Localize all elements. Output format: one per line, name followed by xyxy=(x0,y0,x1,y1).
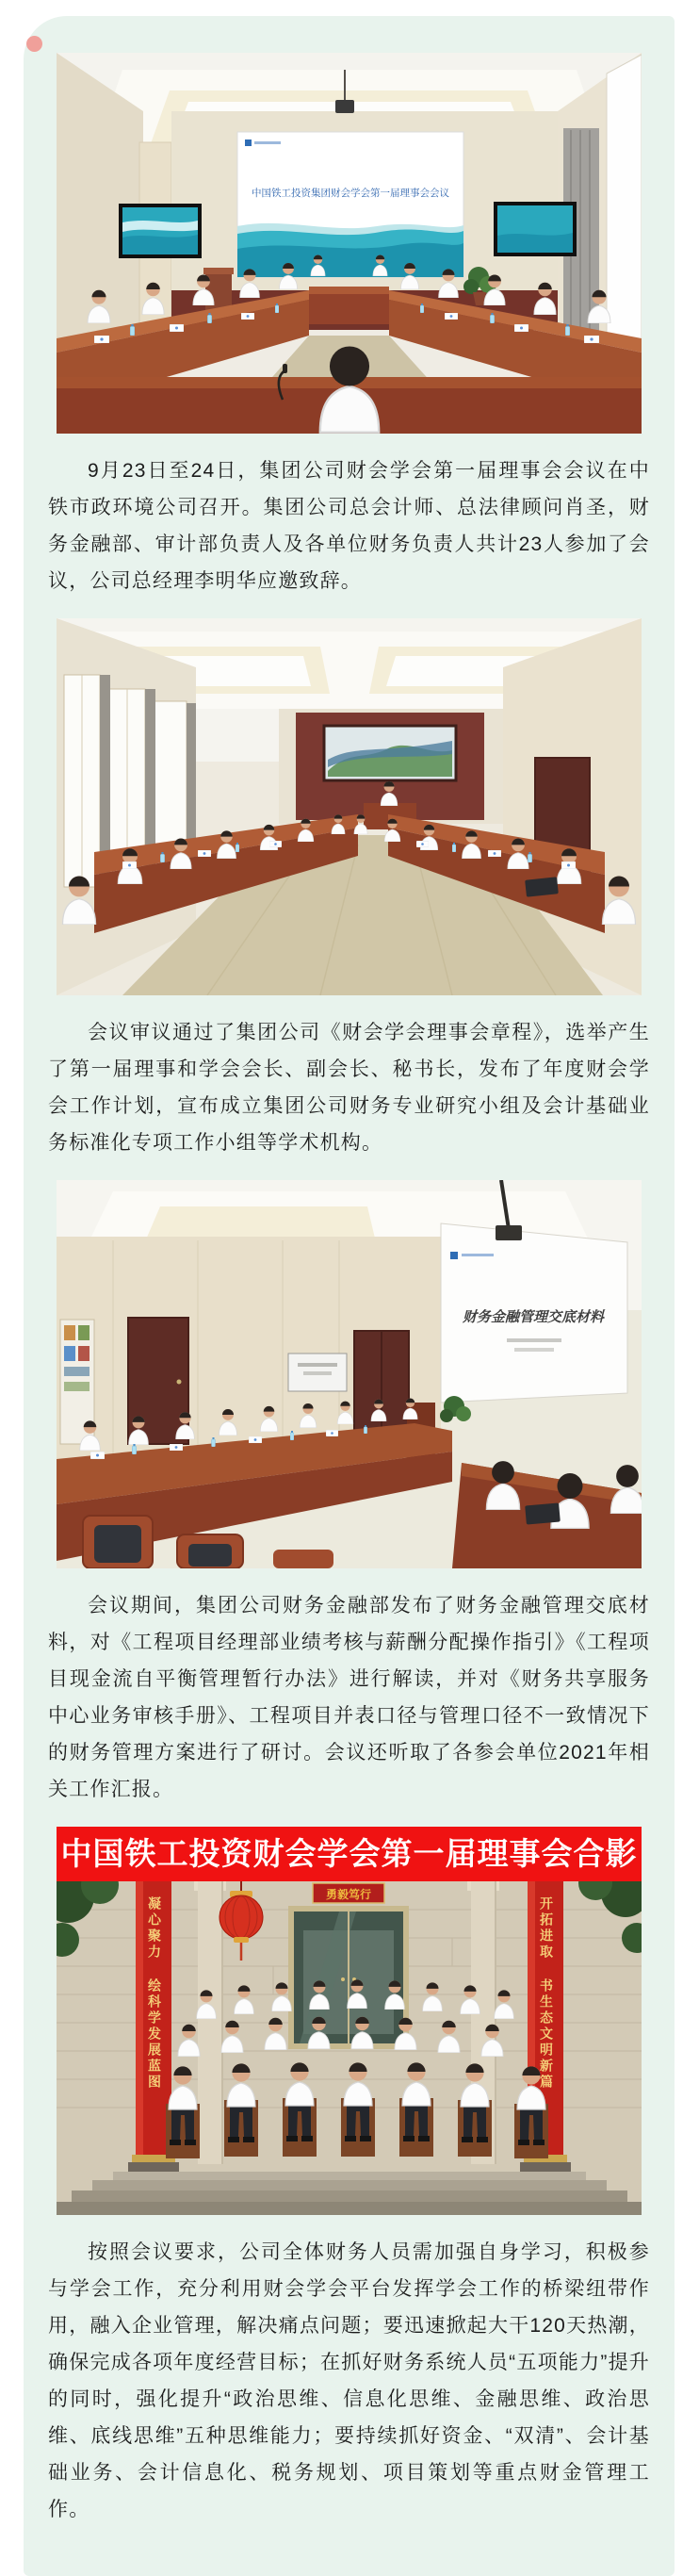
paragraph-4: 按照会议要求，公司全体财务人员需加强自身学习，积极参与学会工作，充分利用财会学会平台发挥学会工作的桥梁纽带作用，融入企业管理，解决痛点问题；要迅速掀起大干120天热潮，确保完成各项年度经营目标；在抓好财务系统人员“五项能力”提升的同时，强化提升“政治思维、信息化思维、金融思维、政治思维、底线思维”五种思维能力；要持续抓好资金、“双清”、会计基础业务、会计信息化、税务规划、项目策划等重点财金管理工作。 xyxy=(48,2241,650,2520)
article-image-3[interactable] xyxy=(57,1180,642,1568)
paragraph-1: 9月23日至24日，集团公司财会学会第一届理事会会议在中铁市政环境公司召开。集团公司总会计师、总法律顾问肖圣，财务金融部、审计部负责人及各单位财务负责人共计23人参加了会议，公司总经理李明华应邀致辞。 xyxy=(48,460,650,592)
couplet-right-text: 开拓进取 书生态文明新篇 xyxy=(539,1896,554,2091)
accent-dot-icon xyxy=(26,36,42,52)
paragraph-3: 会议期间，集团公司财务金融部发布了财务金融管理交底材料，对《工程项目经理部业绩考核与薪酬分配操作指引》《工程项目现金流自平衡管理暂行办法》进行解读，并对《财务共享服务中心业务审核手册》、工程项目并表口径与管理口径不一致情况下的财务管理方案进行了研讨。会议还听取了各参会单位2021年相关工作汇报。 xyxy=(48,1595,650,1800)
side-tv-left xyxy=(119,204,202,258)
projector-screen xyxy=(237,132,463,277)
page-background xyxy=(0,16,699,2531)
article-image-4[interactable] xyxy=(57,1827,642,2215)
article-image-2[interactable] xyxy=(57,618,642,995)
article-panel xyxy=(24,16,675,2576)
group-photo-banner: 中国铁工投资财会学会第一届理事会合影 xyxy=(57,1827,642,1881)
side-tv-right xyxy=(494,202,577,256)
entrance-door xyxy=(288,1906,409,2049)
slide-title: 财务金融管理交底材料 xyxy=(462,1310,605,1325)
projector-screen-title: 中国铁工投资集团财会学会第一届理事会会议 xyxy=(252,188,449,199)
door-plaque xyxy=(313,1883,384,1903)
door-plaque-text: 勇毅笃行 xyxy=(325,1888,372,1901)
landscape-painting xyxy=(324,726,456,780)
couplet-left-text: 凝心聚力 绘科学发展蓝图 xyxy=(147,1896,162,2091)
paragraph-2: 会议审议通过了集团公司《财会学会理事会章程》，选举产生了第一届理事和学会会长、副会长、秘书长，发布了年度财会学会工作计划，宣布成立集团公司财务专业研究小组及会计基础业务标准化专项工作小组等学术机构。 xyxy=(48,1022,650,1154)
article-image-1[interactable] xyxy=(57,53,642,434)
steps xyxy=(57,2172,642,2215)
wall-monitor xyxy=(288,1354,347,1391)
